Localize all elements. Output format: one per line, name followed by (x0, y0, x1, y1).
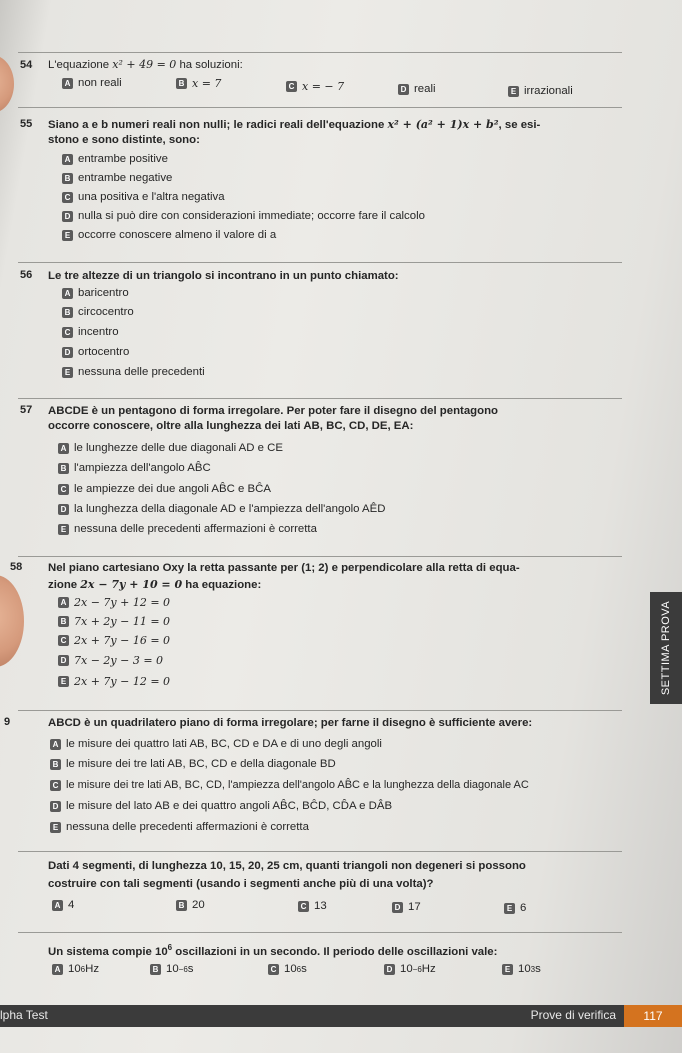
divider (18, 52, 622, 53)
q60-option-b: B 20 (176, 899, 205, 911)
q55-option-d: D nulla si può dire con considerazioni immediate; occorre fare il calcolo (62, 210, 425, 222)
question-number: 55 (20, 118, 33, 130)
q57-option-d: D la lunghezza della diagonale AD e l'ampiezza dell'angolo AÊD (58, 503, 385, 515)
q61-option-b: B 10 −6 s (150, 963, 194, 975)
q56-option-a: A baricentro (62, 287, 129, 299)
page-footer (0, 1005, 682, 1027)
q57-option-a: A le lunghezze delle due diagonali AD e CE (58, 442, 283, 454)
q56-option-d: D ortocentro (62, 346, 129, 358)
q55-option-b: B entrambe negative (62, 172, 172, 184)
q57-option-b: B l'ampiezza dell'angolo AB̂C (58, 462, 211, 474)
question-57-text: ABCDE è un pentagono di forma irregolare. Per poter fare il disegno del pentagono (48, 405, 498, 417)
q55-option-a: A entrambe positive (62, 153, 168, 165)
question-number: 56 (20, 269, 33, 281)
q60-option-a: A 4 (52, 899, 74, 911)
question-number: 9 (4, 716, 11, 728)
q58-option-a: A 2x − 7y + 12 = 0 (58, 596, 170, 609)
q57-option-e: E nessuna delle precedenti affermazioni è corretta (58, 523, 317, 535)
question-55-text-line2: stono e sono distinte, sono: (48, 134, 200, 146)
thumb-photo-artifact (0, 575, 24, 667)
question-60-text: Dati 4 segmenti, di lunghezza 10, 15, 20, 25 cm, quanti triangoli non degeneri si possono (48, 860, 526, 872)
q54-option-a: A non reali (62, 77, 122, 89)
question-56-text: Le tre altezze di un triangolo si incontrano in un punto chiamato: (48, 270, 399, 282)
question-58-text: Nel piano cartesiano Oxy la retta passante per (1; 2) e perpendicolare alla retta di equa- (48, 562, 520, 574)
q56-option-b: B circocentro (62, 306, 134, 318)
q61-option-a: A 10 6 Hz (52, 963, 99, 975)
question-number: 58 (10, 561, 23, 573)
q55-option-e: E occorre conoscere almeno il valore di a (62, 229, 276, 241)
question-59-text: ABCD è un quadrilatero piano di forma irregolare; per farne il disegno è sufficiente avere: (48, 717, 533, 729)
q56-option-e: E nessuna delle precedenti (62, 366, 205, 378)
q59-option-d: D le misure del lato AB e dei quattro angoli AB̂C, BĈD, CD̂A e DÂB (50, 800, 392, 812)
q59-option-b: B le misure dei tre lati AB, BC, CD e della diagonale BD (50, 758, 336, 770)
divider (18, 710, 622, 711)
q54-option-b: B x = 7 (176, 77, 221, 90)
footer-section-title: Prove di verifica (530, 1008, 616, 1022)
divider (18, 851, 622, 852)
q59-option-e: E nessuna delle precedenti affermazioni è corretta (50, 821, 309, 833)
q55-option-c: C una positiva e l'altra negativa (62, 191, 225, 203)
q61-option-c: C 10 6 s (268, 963, 307, 975)
question-number: 54 (20, 59, 33, 71)
divider (18, 556, 622, 557)
question-54-text: L'equazione x² + 49 = 0 ha soluzioni: (48, 58, 243, 71)
q59-option-c: C le misure dei tre lati AB, BC, CD, l'ampiezza dell'angolo AB̂C e la lunghezza della diagonale AC (50, 779, 529, 791)
section-side-tab-label: SETTIMA PROVA (660, 600, 672, 696)
q59-option-a: A le misure dei quattro lati AB, BC, CD e DA e di uno degli angoli (50, 738, 382, 750)
divider (18, 262, 622, 263)
question-number: 57 (20, 404, 33, 416)
q60-option-e: E 6 (504, 902, 526, 914)
divider (18, 932, 622, 933)
q54-option-c: C x = − 7 (286, 80, 344, 93)
q56-option-c: C incentro (62, 326, 119, 338)
q61-option-d: D 10 −6 Hz (384, 963, 436, 975)
divider (18, 107, 622, 108)
question-60-text-line2: costruire con tali segmenti (usando i segmenti anche più di una volta)? (48, 878, 434, 890)
question-55-text: Siano a e b numeri reali non nulli; le radici reali dell'equazione x² + (a² + 1)x + b², se esi- (48, 118, 541, 131)
q58-option-c: C 2x + 7y − 16 = 0 (58, 634, 170, 647)
q60-option-d: D 17 (392, 901, 421, 913)
divider (18, 398, 622, 399)
q60-option-c: C 13 (298, 900, 327, 912)
question-61-text: Un sistema compie $10^6$ oscillazioni in un secondo. Il periodo delle oscillazioni vale: (48, 943, 498, 958)
q54-option-d: D reali (398, 83, 436, 95)
q58-option-e: E 2x + 7y − 12 = 0 (58, 675, 170, 688)
question-57-text-line2: occorre conoscere, oltre alla lunghezza dei lati AB, BC, CD, DE, EA: (48, 420, 414, 432)
q58-option-b: B 7x + 2y − 11 = 0 (58, 615, 170, 628)
section-side-tab (650, 592, 682, 704)
footer-publisher: lpha Test (0, 1008, 48, 1022)
thumb-photo-artifact (0, 55, 14, 113)
question-58-text-line2: zione 2x − 7y + 10 = 0 ha equazione: (48, 578, 262, 591)
page-number: 117 (624, 1005, 682, 1027)
q54-option-e: E irrazionali (508, 85, 573, 97)
q58-option-d: D 7x − 2y − 3 = 0 (58, 654, 163, 667)
q61-option-e: E 10 3 s (502, 963, 541, 975)
q57-option-c: C le ampiezze dei due angoli AB̂C e BĈA (58, 483, 271, 495)
